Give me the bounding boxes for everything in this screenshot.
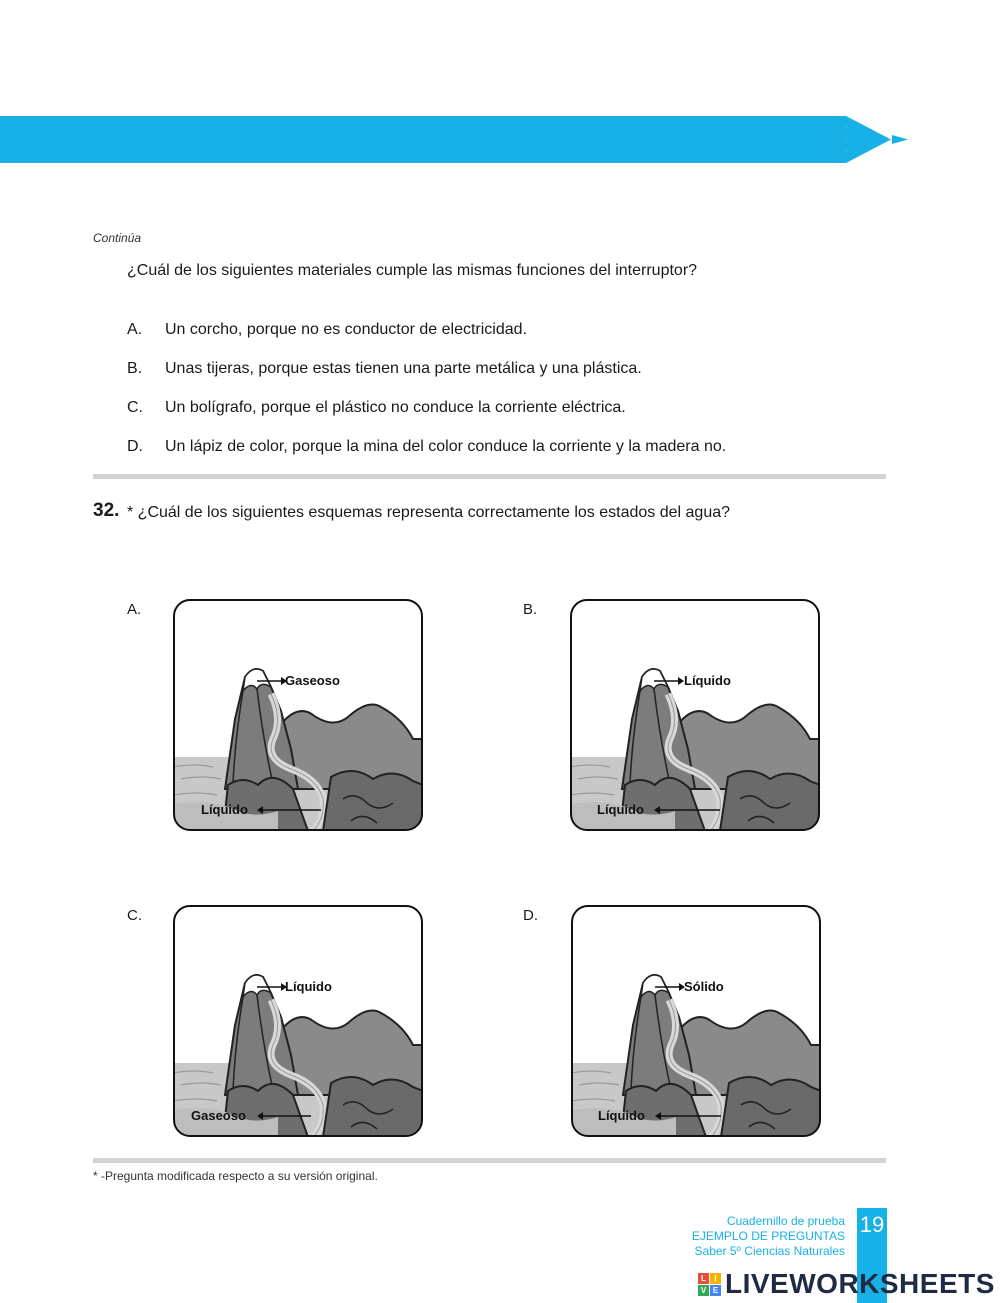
header-banner bbox=[0, 116, 845, 163]
liveworksheets-icon bbox=[698, 1273, 721, 1296]
q31-option-c[interactable] bbox=[127, 399, 626, 417]
q32-question: * ¿Cuál de los siguientes esquemas representa correctamente los estados del agua? bbox=[127, 504, 731, 521]
option-text: Un bolígrafo, porque el plástico no conduce la corriente eléctrica. bbox=[165, 399, 626, 416]
footnote: * -Pregunta modificada respecto a su versión original. bbox=[93, 1169, 378, 1183]
option-letter: C. bbox=[127, 399, 143, 416]
option-letter: B. bbox=[127, 360, 143, 377]
q32-number: 32. bbox=[93, 500, 120, 521]
liveworksheets-logo[interactable] bbox=[698, 1268, 995, 1300]
page-number: 19 bbox=[857, 1208, 887, 1303]
footer-divider bbox=[93, 1158, 886, 1163]
icon-letter: E bbox=[710, 1285, 721, 1296]
top-label: Líquido bbox=[684, 673, 731, 688]
landscape-illustration bbox=[571, 905, 821, 1137]
q31-option-b[interactable] bbox=[127, 360, 642, 378]
icon-letter: L bbox=[698, 1273, 709, 1284]
q32-option-a-letter[interactable]: A. bbox=[127, 601, 142, 618]
landscape-illustration bbox=[173, 599, 423, 831]
q32-option-c-letter[interactable]: C. bbox=[127, 907, 142, 924]
icon-letter: V bbox=[698, 1285, 709, 1296]
q32-option-d-diagram[interactable] bbox=[571, 905, 821, 1137]
top-label: Gaseoso bbox=[285, 673, 340, 688]
footer-publication-info bbox=[692, 1214, 845, 1259]
q31-option-d[interactable] bbox=[127, 438, 726, 456]
option-letter: A. bbox=[127, 321, 143, 338]
landscape-illustration bbox=[570, 599, 820, 831]
option-text: Unas tijeras, porque estas tienen una parte metálica y una plástica. bbox=[165, 360, 642, 377]
q32-option-c-diagram[interactable] bbox=[173, 905, 423, 1137]
pencil-tip-icon bbox=[836, 116, 911, 163]
brand-name: LIVEWORKSHEETS bbox=[725, 1268, 995, 1299]
bottom-label: Gaseoso bbox=[191, 1108, 246, 1123]
q32-option-d-letter[interactable]: D. bbox=[523, 907, 538, 924]
option-letter: D. bbox=[127, 438, 143, 455]
option-text: Un corcho, porque no es conductor de electricidad. bbox=[165, 321, 527, 338]
top-label: Sólido bbox=[684, 979, 724, 994]
footer-line-3: Saber 5º Ciencias Naturales bbox=[694, 1244, 845, 1258]
q31-question: ¿Cuál de los siguientes materiales cumple las mismas funciones del interruptor? bbox=[127, 262, 698, 279]
bottom-label: Líquido bbox=[201, 802, 248, 817]
q32-option-b-diagram[interactable] bbox=[570, 599, 820, 831]
option-text: Un lápiz de color, porque la mina del color conduce la corriente y la madera no. bbox=[165, 438, 727, 455]
q32-option-a-diagram[interactable] bbox=[173, 599, 423, 831]
q32-option-b-letter[interactable]: B. bbox=[523, 601, 538, 618]
continued-label: Continúa bbox=[93, 231, 142, 245]
section-divider bbox=[93, 474, 886, 479]
q31-option-a[interactable] bbox=[127, 321, 527, 339]
landscape-illustration bbox=[173, 905, 423, 1137]
bottom-label: Líquido bbox=[597, 802, 644, 817]
footer-line-1: Cuadernillo de prueba bbox=[726, 1214, 845, 1228]
icon-letter: I bbox=[710, 1273, 721, 1284]
bottom-label: Líquido bbox=[598, 1108, 645, 1123]
footer-line-2: EJEMPLO DE PREGUNTAS bbox=[691, 1229, 845, 1243]
top-label: Líquido bbox=[285, 979, 332, 994]
